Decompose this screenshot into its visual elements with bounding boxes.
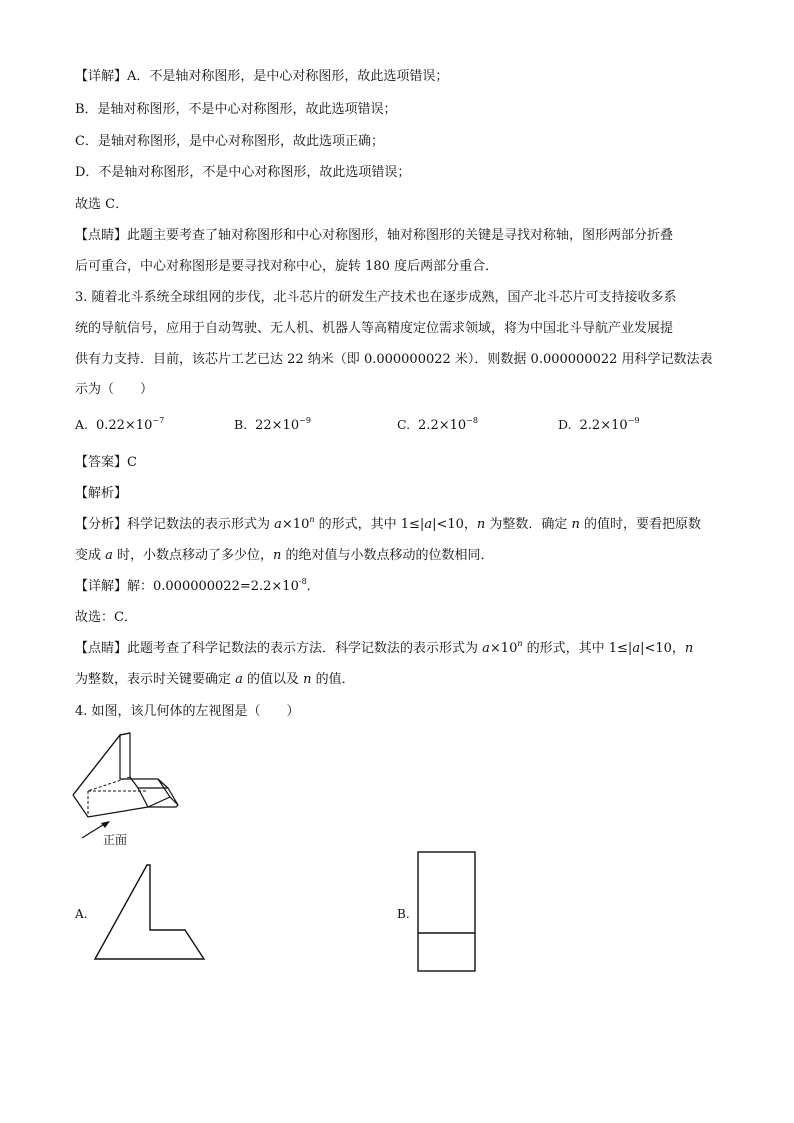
var-n-exponent: n xyxy=(309,515,315,524)
option-b-label: B. xyxy=(234,417,248,432)
q3-option-a xyxy=(75,416,164,435)
text-segment: 的值． xyxy=(311,672,355,687)
var-a: a xyxy=(235,672,243,687)
q3-comment-line-1 xyxy=(75,640,693,658)
text-segment: |<10， xyxy=(432,517,477,532)
q3-stem-line-4: 示为（ ） xyxy=(75,382,154,397)
option-d-value: 2.2×10 xyxy=(579,418,628,433)
q3-fenxi-line-2 xyxy=(75,547,494,565)
solid-top-edge xyxy=(120,733,130,735)
text-segment: 为整数．确定 xyxy=(485,517,572,532)
option-b-value: 22×10 xyxy=(255,418,300,433)
q3-option-b xyxy=(234,416,311,435)
q3-analysis-heading: 【解析】 xyxy=(75,486,128,501)
option-d-exponent: −9 xyxy=(627,416,640,425)
option-c-value: 2.2×10 xyxy=(418,418,467,433)
text-segment: 的形式，其中 1≤| xyxy=(522,641,633,656)
option-d-label: D. xyxy=(558,417,572,432)
text-segment: 【点睛】此题考查了科学记数法的表示方法．科学记数法的表示形式为 xyxy=(75,641,483,656)
text-segment: 时，小数点移动了多少位， xyxy=(112,548,274,563)
front-label: 正面 xyxy=(103,833,128,847)
text-segment: ． xyxy=(306,579,320,594)
q2-detail-line-3: C．是轴对称图形，是中心对称图形，故此选项正确； xyxy=(75,134,384,149)
q2-detail-line-2: B．是轴对称图形，不是中心对称图形，故此选项错误； xyxy=(75,102,397,117)
q2-detail-line-4: D．不是轴对称图形，不是中心对称图形，故此选项错误； xyxy=(75,165,411,180)
text-segment: 为整数，表示时关键要确定 xyxy=(75,672,236,687)
q4-option-a-figure xyxy=(92,862,208,964)
option-b-exponent: −9 xyxy=(299,416,311,425)
text-segment: 的值以及 xyxy=(242,672,304,687)
option-a-value: 0.22×10 xyxy=(95,418,153,433)
q3-fenxi-line-1 xyxy=(75,516,701,534)
text-segment: 【详解】解：0.000000022=2.2×10 xyxy=(75,579,299,594)
q3-answer: 【答案】C xyxy=(75,455,137,470)
text-segment: |<10， xyxy=(640,641,685,656)
var-a: a xyxy=(482,641,490,656)
option-c-exponent: −8 xyxy=(466,416,478,425)
q3-stem-line-3: 供有力支持．目前，该芯片工艺已达 22 纳米（即 0.000000022 米）．则数据 0.000000022 用科学记数法表 xyxy=(75,352,713,367)
q4-option-b-label: B. xyxy=(397,907,410,921)
var-n: n xyxy=(684,641,694,656)
option-a-exponent: −7 xyxy=(152,416,165,425)
var-n: n xyxy=(476,517,486,532)
q3-option-d xyxy=(558,416,639,435)
text-segment: 变成 xyxy=(75,548,106,563)
text-segment: ×10 xyxy=(281,517,310,532)
text-segment: 的值时，要看把原数 xyxy=(579,517,702,532)
q3-stem-line-2: 统的导航信号，应用于自动驾驶、无人机、机器人等高精度定位需求领域，将为中国北斗导航产业发展提 xyxy=(75,321,674,336)
var-a: a xyxy=(632,641,641,656)
text-segment: 【分析】科学记数法的表示形式为 xyxy=(75,517,275,532)
solid-figure xyxy=(68,725,193,825)
q2-choice: 故选 C． xyxy=(75,197,129,212)
exponent: -8 xyxy=(298,577,307,586)
text-segment: ×10 xyxy=(489,641,518,656)
q2-comment-line-1: 【点睛】此题主要考查了轴对称图形和中心对称图形，轴对称图形的关键是寻找对称轴，图形两部分折叠 xyxy=(75,228,674,243)
option-c-label: C. xyxy=(397,417,411,432)
var-n: n xyxy=(273,548,282,563)
q3-stem-line-1: 3. 随着北斗系统全球组网的步伐，北斗芯片的研发生产技术也在逐步成熟，国产北斗芯片可支持接收多系 xyxy=(75,290,677,305)
q4-stem: 4. 如图，该几何体的左视图是（ ） xyxy=(75,704,300,719)
var-a: a xyxy=(424,517,433,532)
q3-detail xyxy=(75,578,320,596)
var-n-exponent: n xyxy=(517,639,523,648)
q2-detail-line-1: 【详解】A．不是轴对称图形，是中心对称图形，故此选项错误； xyxy=(75,69,449,84)
var-a: a xyxy=(274,517,282,532)
text-segment: 的绝对值与小数点移动的位数相同． xyxy=(281,548,494,563)
q3-option-c xyxy=(397,416,478,435)
var-n: n xyxy=(303,672,312,687)
q4-option-b-figure xyxy=(416,850,478,974)
hidden-edge xyxy=(88,777,130,791)
q3-comment-line-2 xyxy=(75,671,355,689)
q3-choice: 故选：C． xyxy=(75,610,137,625)
q4-option-a-label: A. xyxy=(75,907,88,921)
text-segment: 的形式，其中 1≤| xyxy=(314,517,425,532)
var-a: a xyxy=(105,548,113,563)
option-a-label: A. xyxy=(75,417,89,432)
q2-comment-line-2: 后可重合，中心对称图形是要寻找对称中心，旋转 180 度后两部分重合． xyxy=(75,259,499,274)
var-n: n xyxy=(571,517,580,532)
